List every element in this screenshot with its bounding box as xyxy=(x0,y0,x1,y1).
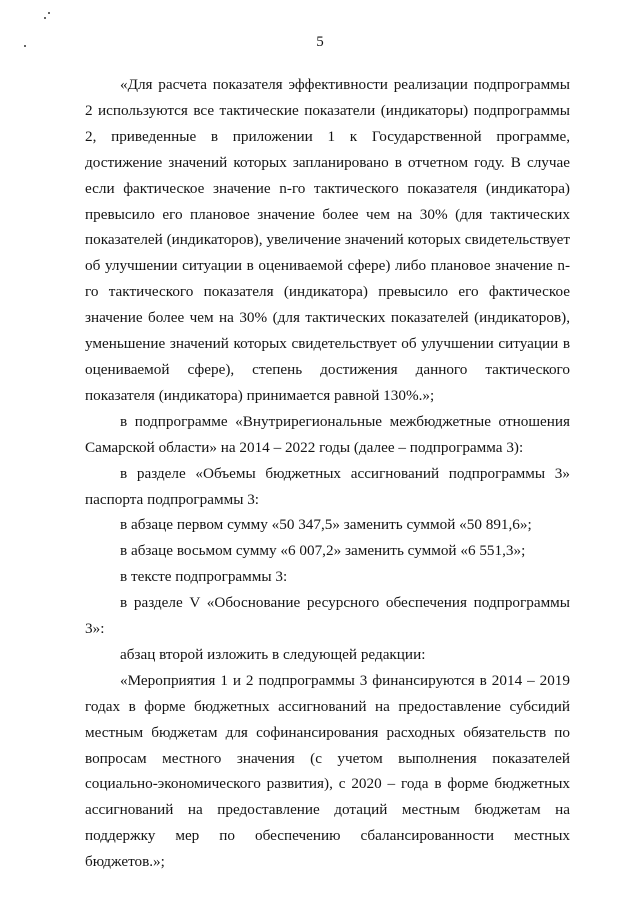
paragraph-subprogram-3: в подпрограмме «Внутрирегиональные межбюджетные отношения Самарской области» на 2014 – 2022 годы (далее – подпрограмма 3): xyxy=(85,412,570,456)
paragraph-section-v: в разделе V «Обоснование ресурсного обеспечения подпрограммы 3»: xyxy=(85,594,570,638)
paragraph-text-of-subprogram: в тексте подпрограммы 3: xyxy=(120,568,288,586)
paragraph-second-abzac: абзац второй изложить в следующей редакции: xyxy=(120,645,426,663)
scan-speck xyxy=(48,12,50,14)
paragraph-efficiency-indicator: «Для расчета показателя эффективности реализации подпрограммы 2 используются все тактические показатели (индикаторы) подпрограммы 2, приведенные в приложении 1 к Государственной программе, достижение значений которых запланировано в отчетном году. В случае если фактическое значение n-го тактического показателя (индикатора) превысило его плановое значение более чем на 30% (для тактических показателей (индикаторов), увеличение значений которых свидетельствует об улучшении ситуации в оцениваемой сфере) либо плановое значение n-го тактического показателя (индикатора) превысило его фактическое значение более чем на 30% (для тактических показателей (индикаторов), уменьшение значений которых свидетельствует об улучшении ситуации в оцениваемой сфере), степень достижения данного тактического показателя (индикатора) принимается равной 130%.»; xyxy=(85,76,570,404)
scan-speck xyxy=(44,17,46,19)
document-body xyxy=(85,72,570,875)
page-number: 5 xyxy=(316,34,324,50)
paragraph-eighth-amount: в абзаце восьмом сумму «6 007,2» заменить суммой «6 551,3»; xyxy=(120,542,526,560)
paragraph-measures: «Мероприятия 1 и 2 подпрограммы 3 финансируются в 2014 – 2019 годах в форме бюджетных ассигнований на предоставление субсидий местным бюджетам для софинансирования расходных обязательств по вопросам местного значения (с учетом выполнения показателей социально-экономического развития), с 2020 – года в форме бюджетных ассигнований на предоставление дотаций местным бюджетам на поддержку мер по обеспечению сбалансированности местных бюджетов.»; xyxy=(85,671,570,871)
paragraph-first-amount: в абзаце первом сумму «50 347,5» заменить суммой «50 891,6»; xyxy=(120,516,532,534)
paragraph-budget-section: в разделе «Объемы бюджетных ассигнований подпрограммы 3» паспорта подпрограммы 3: xyxy=(85,464,570,508)
